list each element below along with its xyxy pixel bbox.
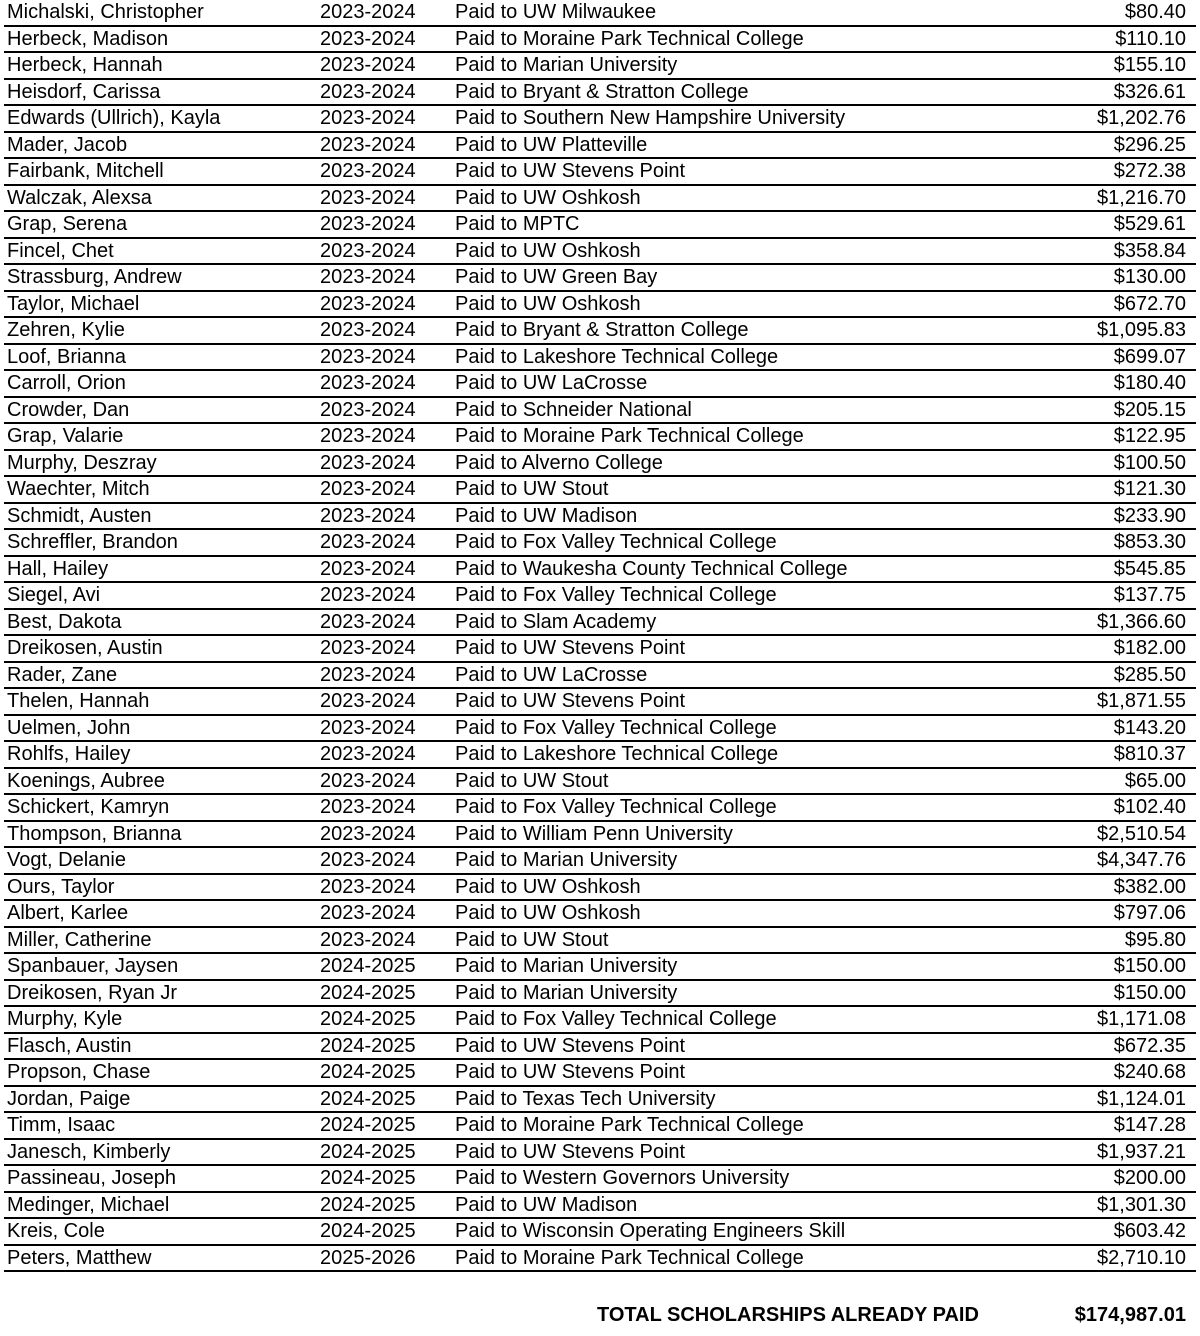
school-year-cell: 2023-2024	[320, 609, 455, 636]
paid-to-cell: Paid to Waukesha County Technical College	[455, 556, 1026, 583]
school-year-cell: 2023-2024	[320, 821, 455, 848]
recipient-name-cell: Dreikosen, Austin	[4, 635, 320, 662]
recipient-name-cell: Kreis, Cole	[4, 1218, 320, 1245]
paid-to-cell: Paid to UW Madison	[455, 1192, 1026, 1219]
recipient-name-cell: Mader, Jacob	[4, 132, 320, 159]
recipient-name-cell: Edwards (Ullrich), Kayla	[4, 105, 320, 132]
paid-to-cell: Paid to UW Green Bay	[455, 264, 1026, 291]
paid-to-cell: Paid to UW Stevens Point	[455, 158, 1026, 185]
recipient-name-cell: Hall, Hailey	[4, 556, 320, 583]
amount-cell: $603.42	[1026, 1218, 1196, 1245]
recipient-name-cell: Passineau, Joseph	[4, 1165, 320, 1192]
amount-cell: $100.50	[1026, 450, 1196, 477]
table-row	[4, 900, 1196, 927]
school-year-cell: 2023-2024	[320, 529, 455, 556]
recipient-name-cell: Walczak, Alexsa	[4, 185, 320, 212]
recipient-name-cell: Fairbank, Mitchell	[4, 158, 320, 185]
amount-cell: $122.95	[1026, 423, 1196, 450]
recipient-name-cell: Spanbauer, Jaysen	[4, 953, 320, 980]
paid-to-cell: Paid to UW Oshkosh	[455, 874, 1026, 901]
paid-to-cell: Paid to UW Madison	[455, 503, 1026, 530]
amount-cell: $110.10	[1026, 26, 1196, 53]
amount-cell: $102.40	[1026, 794, 1196, 821]
recipient-name-cell: Strassburg, Andrew	[4, 264, 320, 291]
recipient-name-cell: Schickert, Kamryn	[4, 794, 320, 821]
school-year-cell: 2023-2024	[320, 476, 455, 503]
recipient-name-cell: Herbeck, Hannah	[4, 52, 320, 79]
table-row	[4, 105, 1196, 132]
table-row	[4, 609, 1196, 636]
amount-cell: $382.00	[1026, 874, 1196, 901]
paid-to-cell: Paid to Fox Valley Technical College	[455, 794, 1026, 821]
school-year-cell: 2023-2024	[320, 741, 455, 768]
amount-cell: $200.00	[1026, 1165, 1196, 1192]
table-row	[4, 953, 1196, 980]
amount-cell: $240.68	[1026, 1059, 1196, 1086]
table-row	[4, 1006, 1196, 1033]
table-row	[4, 794, 1196, 821]
paid-to-cell: Paid to UW Platteville	[455, 132, 1026, 159]
school-year-cell: 2023-2024	[320, 317, 455, 344]
paid-to-cell: Paid to Alverno College	[455, 450, 1026, 477]
recipient-name-cell: Carroll, Orion	[4, 370, 320, 397]
table-row	[4, 1245, 1196, 1272]
paid-to-cell: Paid to UW Stevens Point	[455, 635, 1026, 662]
table-row	[4, 1192, 1196, 1219]
recipient-name-cell: Propson, Chase	[4, 1059, 320, 1086]
paid-to-cell: Paid to UW Stout	[455, 476, 1026, 503]
amount-cell: $699.07	[1026, 344, 1196, 371]
paid-to-cell: Paid to UW Oshkosh	[455, 291, 1026, 318]
table-row	[4, 26, 1196, 53]
paid-to-cell: Paid to Southern New Hampshire University	[455, 105, 1026, 132]
table-row	[4, 344, 1196, 371]
table-row	[4, 821, 1196, 848]
paid-to-cell: Paid to Slam Academy	[455, 609, 1026, 636]
amount-cell: $272.38	[1026, 158, 1196, 185]
recipient-name-cell: Grap, Serena	[4, 211, 320, 238]
paid-to-cell: Paid to UW Stout	[455, 927, 1026, 954]
table-row	[4, 715, 1196, 742]
paid-to-cell: Paid to Western Governors University	[455, 1165, 1026, 1192]
school-year-cell: 2024-2025	[320, 1086, 455, 1113]
school-year-cell: 2023-2024	[320, 874, 455, 901]
amount-cell: $137.75	[1026, 582, 1196, 609]
paid-to-cell: Paid to Moraine Park Technical College	[455, 26, 1026, 53]
school-year-cell: 2024-2025	[320, 1112, 455, 1139]
paid-to-cell: Paid to UW Oshkosh	[455, 900, 1026, 927]
school-year-cell: 2024-2025	[320, 980, 455, 1007]
amount-cell: $672.35	[1026, 1033, 1196, 1060]
total-label: TOTAL SCHOLARSHIPS ALREADY PAID	[597, 1304, 979, 1326]
recipient-name-cell: Best, Dakota	[4, 609, 320, 636]
paid-to-cell: Paid to UW Stevens Point	[455, 1059, 1026, 1086]
amount-cell: $130.00	[1026, 264, 1196, 291]
table-row	[4, 370, 1196, 397]
school-year-cell: 2024-2025	[320, 1006, 455, 1033]
amount-cell: $1,095.83	[1026, 317, 1196, 344]
paid-to-cell: Paid to Moraine Park Technical College	[455, 1112, 1026, 1139]
table-row	[4, 264, 1196, 291]
recipient-name-cell: Waechter, Mitch	[4, 476, 320, 503]
recipient-name-cell: Heisdorf, Carissa	[4, 79, 320, 106]
table-row	[4, 741, 1196, 768]
table-row	[4, 476, 1196, 503]
table-row	[4, 211, 1196, 238]
paid-to-cell: Paid to Fox Valley Technical College	[455, 582, 1026, 609]
recipient-name-cell: Ours, Taylor	[4, 874, 320, 901]
school-year-cell: 2023-2024	[320, 715, 455, 742]
table-row	[4, 662, 1196, 689]
school-year-cell: 2023-2024	[320, 158, 455, 185]
school-year-cell: 2023-2024	[320, 0, 455, 26]
recipient-name-cell: Grap, Valarie	[4, 423, 320, 450]
paid-to-cell: Paid to UW Stevens Point	[455, 1139, 1026, 1166]
school-year-cell: 2024-2025	[320, 1218, 455, 1245]
recipient-name-cell: Taylor, Michael	[4, 291, 320, 318]
amount-cell: $326.61	[1026, 79, 1196, 106]
school-year-cell: 2023-2024	[320, 79, 455, 106]
recipient-name-cell: Peters, Matthew	[4, 1245, 320, 1272]
table-row	[4, 79, 1196, 106]
recipient-name-cell: Medinger, Michael	[4, 1192, 320, 1219]
amount-cell: $1,871.55	[1026, 688, 1196, 715]
recipient-name-cell: Siegel, Avi	[4, 582, 320, 609]
school-year-cell: 2023-2024	[320, 662, 455, 689]
school-year-cell: 2024-2025	[320, 1165, 455, 1192]
school-year-cell: 2023-2024	[320, 211, 455, 238]
paid-to-cell: Paid to UW LaCrosse	[455, 370, 1026, 397]
table-row	[4, 874, 1196, 901]
recipient-name-cell: Fincel, Chet	[4, 238, 320, 265]
table-row	[4, 450, 1196, 477]
amount-cell: $529.61	[1026, 211, 1196, 238]
school-year-cell: 2023-2024	[320, 847, 455, 874]
recipient-name-cell: Uelmen, John	[4, 715, 320, 742]
amount-cell: $65.00	[1026, 768, 1196, 795]
school-year-cell: 2024-2025	[320, 1192, 455, 1219]
school-year-cell: 2023-2024	[320, 635, 455, 662]
table-row	[4, 0, 1196, 26]
school-year-cell: 2023-2024	[320, 768, 455, 795]
table-row	[4, 1139, 1196, 1166]
school-year-cell: 2023-2024	[320, 291, 455, 318]
recipient-name-cell: Koenings, Aubree	[4, 768, 320, 795]
recipient-name-cell: Timm, Isaac	[4, 1112, 320, 1139]
table-row	[4, 768, 1196, 795]
paid-to-cell: Paid to Marian University	[455, 52, 1026, 79]
amount-cell: $155.10	[1026, 52, 1196, 79]
table-row	[4, 132, 1196, 159]
paid-to-cell: Paid to UW LaCrosse	[455, 662, 1026, 689]
table-row	[4, 635, 1196, 662]
recipient-name-cell: Thompson, Brianna	[4, 821, 320, 848]
table-row	[4, 1165, 1196, 1192]
school-year-cell: 2023-2024	[320, 900, 455, 927]
school-year-cell: 2023-2024	[320, 423, 455, 450]
recipient-name-cell: Janesch, Kimberly	[4, 1139, 320, 1166]
paid-to-cell: Paid to UW Stevens Point	[455, 688, 1026, 715]
amount-cell: $4,347.76	[1026, 847, 1196, 874]
table-row	[4, 291, 1196, 318]
recipient-name-cell: Rader, Zane	[4, 662, 320, 689]
paid-to-cell: Paid to Fox Valley Technical College	[455, 529, 1026, 556]
paid-to-cell: Paid to Fox Valley Technical College	[455, 1006, 1026, 1033]
recipient-name-cell: Flasch, Austin	[4, 1033, 320, 1060]
school-year-cell: 2023-2024	[320, 794, 455, 821]
total-value: $174,987.01	[1074, 1304, 1186, 1326]
amount-cell: $180.40	[1026, 370, 1196, 397]
school-year-cell: 2023-2024	[320, 582, 455, 609]
amount-cell: $2,710.10	[1026, 1245, 1196, 1272]
paid-to-cell: Paid to Fox Valley Technical College	[455, 715, 1026, 742]
amount-cell: $2,510.54	[1026, 821, 1196, 848]
amount-cell: $1,124.01	[1026, 1086, 1196, 1113]
recipient-name-cell: Schmidt, Austen	[4, 503, 320, 530]
ledger-body	[4, 0, 1196, 1271]
paid-to-cell: Paid to UW Oshkosh	[455, 185, 1026, 212]
recipient-name-cell: Thelen, Hannah	[4, 688, 320, 715]
total-row	[0, 1302, 1200, 1328]
school-year-cell: 2023-2024	[320, 105, 455, 132]
school-year-cell: 2024-2025	[320, 953, 455, 980]
paid-to-cell: Paid to Marian University	[455, 847, 1026, 874]
table-row	[4, 423, 1196, 450]
paid-to-cell: Paid to Texas Tech University	[455, 1086, 1026, 1113]
school-year-cell: 2023-2024	[320, 132, 455, 159]
school-year-cell: 2023-2024	[320, 397, 455, 424]
paid-to-cell: Paid to UW Stevens Point	[455, 1033, 1026, 1060]
table-row	[4, 1059, 1196, 1086]
amount-cell: $296.25	[1026, 132, 1196, 159]
school-year-cell: 2023-2024	[320, 238, 455, 265]
school-year-cell: 2023-2024	[320, 927, 455, 954]
school-year-cell: 2024-2025	[320, 1059, 455, 1086]
paid-to-cell: Paid to UW Oshkosh	[455, 238, 1026, 265]
paid-to-cell: Paid to UW Milwaukee	[455, 0, 1026, 26]
recipient-name-cell: Murphy, Kyle	[4, 1006, 320, 1033]
recipient-name-cell: Miller, Catherine	[4, 927, 320, 954]
paid-to-cell: Paid to Moraine Park Technical College	[455, 1245, 1026, 1272]
paid-to-cell: Paid to Wisconsin Operating Engineers Skill	[455, 1218, 1026, 1245]
table-row	[4, 980, 1196, 1007]
paid-to-cell: Paid to MPTC	[455, 211, 1026, 238]
school-year-cell: 2025-2026	[320, 1245, 455, 1272]
paid-to-cell: Paid to UW Stout	[455, 768, 1026, 795]
paid-to-cell: Paid to Lakeshore Technical College	[455, 344, 1026, 371]
amount-cell: $810.37	[1026, 741, 1196, 768]
school-year-cell: 2023-2024	[320, 503, 455, 530]
recipient-name-cell: Rohlfs, Hailey	[4, 741, 320, 768]
paid-to-cell: Paid to Marian University	[455, 953, 1026, 980]
school-year-cell: 2023-2024	[320, 344, 455, 371]
school-year-cell: 2023-2024	[320, 264, 455, 291]
amount-cell: $1,366.60	[1026, 609, 1196, 636]
table-row	[4, 529, 1196, 556]
table-row	[4, 317, 1196, 344]
table-row	[4, 927, 1196, 954]
paid-to-cell: Paid to Lakeshore Technical College	[455, 741, 1026, 768]
paid-to-cell: Paid to Moraine Park Technical College	[455, 423, 1026, 450]
amount-cell: $1,301.30	[1026, 1192, 1196, 1219]
recipient-name-cell: Michalski, Christopher	[4, 0, 320, 26]
recipient-name-cell: Schreffler, Brandon	[4, 529, 320, 556]
amount-cell: $121.30	[1026, 476, 1196, 503]
scholarship-ledger-table	[4, 0, 1196, 1272]
amount-cell: $358.84	[1026, 238, 1196, 265]
amount-cell: $853.30	[1026, 529, 1196, 556]
table-row	[4, 397, 1196, 424]
table-row	[4, 158, 1196, 185]
school-year-cell: 2023-2024	[320, 688, 455, 715]
recipient-name-cell: Albert, Karlee	[4, 900, 320, 927]
school-year-cell: 2023-2024	[320, 556, 455, 583]
amount-cell: $233.90	[1026, 503, 1196, 530]
amount-cell: $672.70	[1026, 291, 1196, 318]
school-year-cell: 2024-2025	[320, 1033, 455, 1060]
school-year-cell: 2023-2024	[320, 370, 455, 397]
amount-cell: $205.15	[1026, 397, 1196, 424]
table-row	[4, 1086, 1196, 1113]
school-year-cell: 2023-2024	[320, 185, 455, 212]
paid-to-cell: Paid to Marian University	[455, 980, 1026, 1007]
amount-cell: $1,216.70	[1026, 185, 1196, 212]
school-year-cell: 2023-2024	[320, 26, 455, 53]
amount-cell: $182.00	[1026, 635, 1196, 662]
recipient-name-cell: Vogt, Delanie	[4, 847, 320, 874]
table-row	[4, 503, 1196, 530]
school-year-cell: 2023-2024	[320, 52, 455, 79]
amount-cell: $150.00	[1026, 980, 1196, 1007]
table-row	[4, 1033, 1196, 1060]
recipient-name-cell: Dreikosen, Ryan Jr	[4, 980, 320, 1007]
amount-cell: $1,202.76	[1026, 105, 1196, 132]
table-row	[4, 1218, 1196, 1245]
table-row	[4, 238, 1196, 265]
recipient-name-cell: Zehren, Kylie	[4, 317, 320, 344]
amount-cell: $1,171.08	[1026, 1006, 1196, 1033]
table-row	[4, 688, 1196, 715]
table-row	[4, 52, 1196, 79]
paid-to-cell: Paid to William Penn University	[455, 821, 1026, 848]
school-year-cell: 2024-2025	[320, 1139, 455, 1166]
paid-to-cell: Paid to Schneider National	[455, 397, 1026, 424]
recipient-name-cell: Murphy, Deszray	[4, 450, 320, 477]
recipient-name-cell: Jordan, Paige	[4, 1086, 320, 1113]
recipient-name-cell: Herbeck, Madison	[4, 26, 320, 53]
amount-cell: $143.20	[1026, 715, 1196, 742]
table-row	[4, 556, 1196, 583]
paid-to-cell: Paid to Bryant & Stratton College	[455, 79, 1026, 106]
amount-cell: $545.85	[1026, 556, 1196, 583]
amount-cell: $1,937.21	[1026, 1139, 1196, 1166]
table-row	[4, 1112, 1196, 1139]
table-row	[4, 185, 1196, 212]
amount-cell: $150.00	[1026, 953, 1196, 980]
amount-cell: $95.80	[1026, 927, 1196, 954]
paid-to-cell: Paid to Bryant & Stratton College	[455, 317, 1026, 344]
table-row	[4, 582, 1196, 609]
school-year-cell: 2023-2024	[320, 450, 455, 477]
recipient-name-cell: Loof, Brianna	[4, 344, 320, 371]
recipient-name-cell: Crowder, Dan	[4, 397, 320, 424]
amount-cell: $147.28	[1026, 1112, 1196, 1139]
table-row	[4, 847, 1196, 874]
amount-cell: $285.50	[1026, 662, 1196, 689]
amount-cell: $797.06	[1026, 900, 1196, 927]
amount-cell: $80.40	[1026, 0, 1196, 26]
